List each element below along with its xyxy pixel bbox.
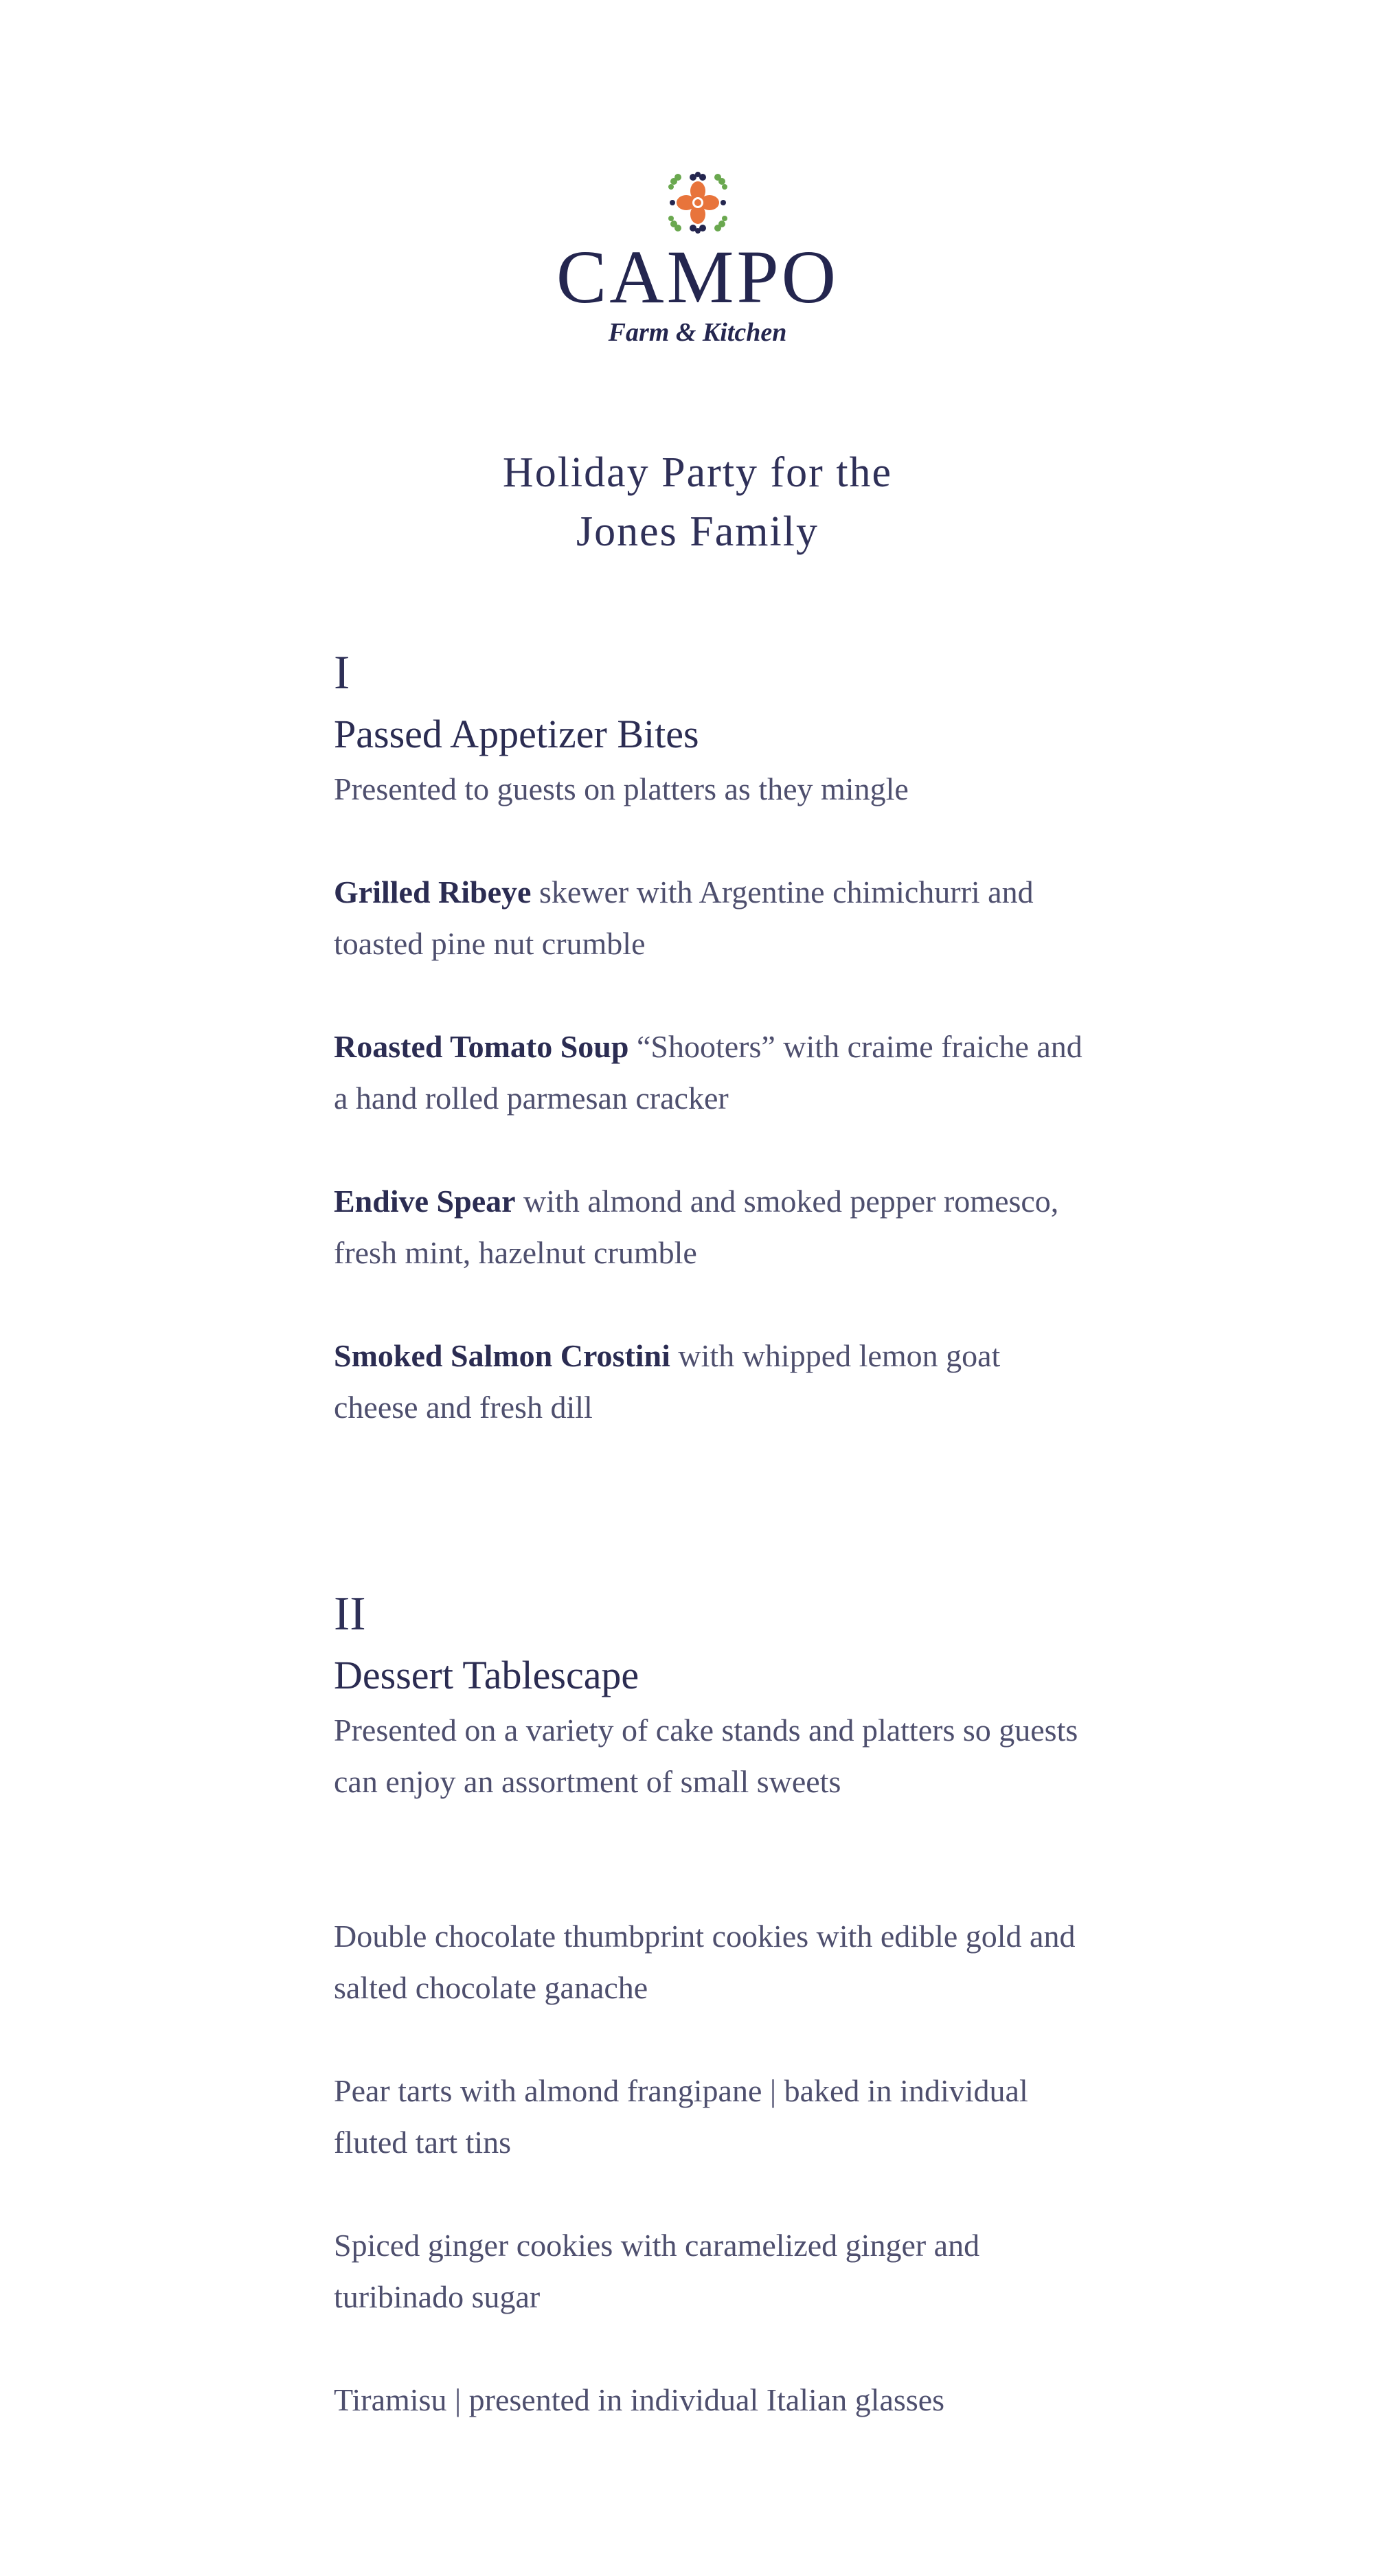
logo	[0, 172, 1395, 348]
title-line-1: Holiday Party for the	[502, 449, 893, 496]
menu-item: Spiced ginger cookies with caramelized ginger and turibinado sugar	[334, 2227, 980, 2314]
section-title: Passed Appetizer Bites	[334, 712, 699, 756]
menu-section-desserts	[334, 1590, 1089, 2426]
dish-description: “Shooters” with craime fraiche and a hand rolled parmesan cracker	[334, 1028, 1082, 1116]
dish-name: Roasted Tomato Soup	[334, 1028, 629, 1064]
section-subtitle: Presented on a variety of cake stands and platters so guests can enjoy an assortment of small sweets	[334, 1712, 1078, 1799]
section-title: Dessert Tablescape	[334, 1653, 639, 1697]
menu-item	[334, 1175, 1089, 1278]
section-numeral: I	[334, 646, 350, 699]
brand-tagline: Farm & Kitchen	[608, 318, 787, 347]
menu-item: Tiramisu | presented in individual Italian glasses	[334, 2382, 945, 2417]
menu-item	[334, 866, 1089, 969]
dish-name: Grilled Ribeye	[334, 874, 532, 909]
brand-name: CAMPO	[556, 235, 839, 319]
title-line-2: Jones Family	[576, 508, 819, 555]
page-title	[0, 443, 1395, 561]
dish-description: with almond and smoked pepper romesco, fresh mint, hazelnut crumble	[334, 1183, 1059, 1270]
menu-item	[334, 1330, 1089, 1433]
section-numeral: II	[334, 1588, 366, 1640]
flower-logo-icon	[667, 172, 729, 234]
dish-description: skewer with Argentine chimichurri and toasted pine nut crumble	[334, 874, 1034, 961]
dish-name: Smoked Salmon Crostini	[334, 1337, 670, 1373]
dish-name: Endive Spear	[334, 1183, 516, 1219]
dessert-list	[334, 1910, 1089, 2426]
section-subtitle: Presented to guests on platters as they mingle	[334, 771, 909, 806]
menu-item: Double chocolate thumbprint cookies with edible gold and salted chocolate ganache	[334, 1918, 1076, 2005]
dish-description: with whipped lemon goat cheese and fresh dill	[334, 1337, 1001, 1425]
menu-section-appetizers	[334, 646, 1089, 1433]
menu-item: Pear tarts with almond frangipane | baked in individual fluted tart tins	[334, 2072, 1028, 2160]
menu-item	[334, 1021, 1089, 1124]
